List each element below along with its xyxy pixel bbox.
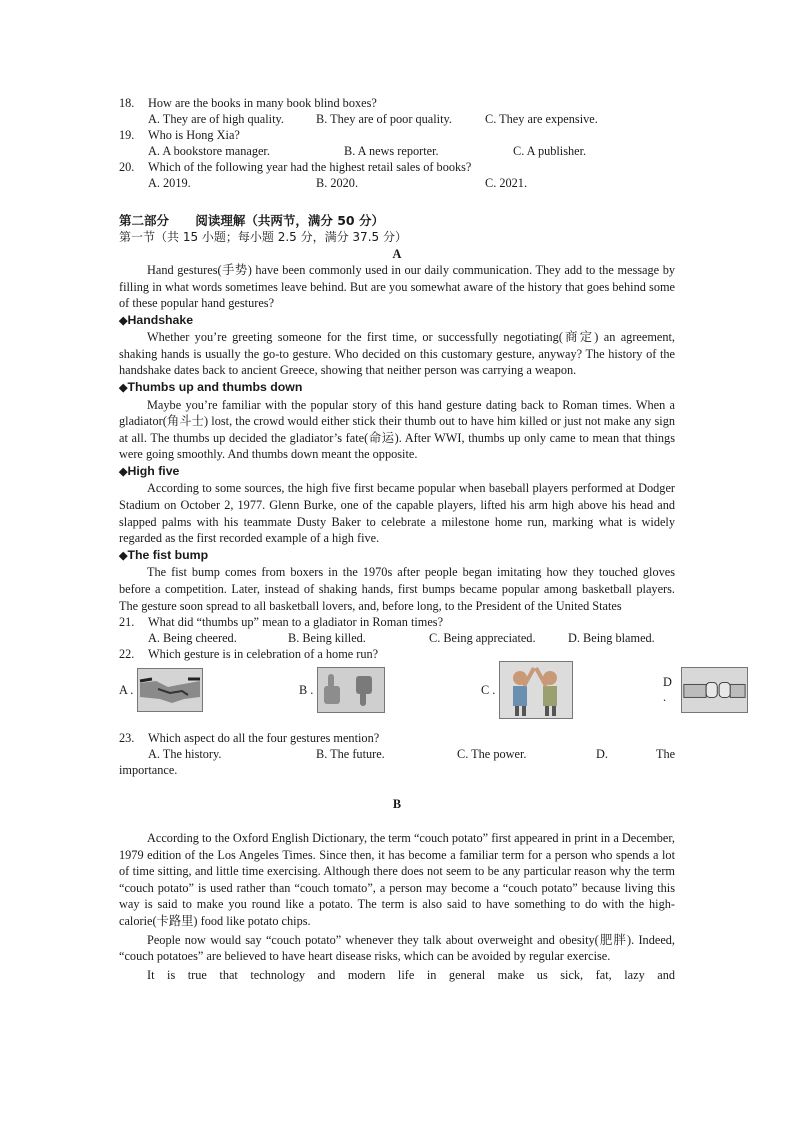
question-number: 18. bbox=[119, 96, 135, 110]
option-label: D . bbox=[663, 675, 672, 705]
subheading-fist-bump bbox=[119, 547, 675, 565]
question-number: 21. bbox=[119, 615, 135, 630]
options-23 bbox=[119, 746, 675, 762]
option-b[interactable]: B. They are of poor quality. bbox=[316, 112, 452, 126]
image-options-22 bbox=[119, 664, 675, 716]
option-d-continuation: importance. bbox=[119, 763, 178, 778]
subheading-high-five bbox=[119, 463, 675, 481]
options-19 bbox=[119, 143, 675, 159]
option-b[interactable] bbox=[299, 667, 385, 713]
question-text: What did “thumbs up” mean to a gladiator in Roman times? bbox=[148, 615, 444, 630]
subheading-text: High five bbox=[127, 463, 180, 478]
question-19 bbox=[119, 127, 675, 143]
option-label: B . bbox=[299, 682, 314, 697]
subheading-text: The fist bump bbox=[127, 547, 209, 562]
subheading-handshake bbox=[119, 312, 675, 330]
high-five-icon bbox=[499, 661, 573, 719]
question-text: Who is Hong Xia? bbox=[148, 128, 240, 142]
option-a[interactable]: A. A bookstore manager. bbox=[148, 144, 270, 158]
paragraph-thumbs: Maybe you’re familiar with the popular story of this hand gesture dating back to Roman times. When a gladiator(角斗士) lost, the crowd would either stick their thumb out to have him killed or just not make any sign at all. The thumbs up decided the gladiator’s fate(命运). After WWI, thumbs up only came to mean that things were going smoothly. And thumbs down meant the opposite. bbox=[119, 397, 675, 462]
question-number: 19. bbox=[119, 128, 135, 142]
exam-page bbox=[119, 95, 675, 983]
part-subtitle: 阅读理解（共两节，满分 50 分） bbox=[195, 213, 384, 228]
option-label: A . bbox=[119, 682, 134, 697]
subheading-text: Handshake bbox=[127, 312, 194, 327]
question-18 bbox=[119, 95, 675, 111]
passage-letter-a: A bbox=[392, 247, 402, 261]
passage-b-paragraph-2: People now would say “couch potato” whenever they talk about overweight and obesity(肥胖). Indeed, “couch potatoes” are believed to have heart disease risks, which can be avoided by regular exercise. bbox=[119, 932, 675, 964]
option-a[interactable]: A. They are of high quality. bbox=[148, 112, 284, 126]
paragraph-handshake: Whether you’re greeting someone for the first time, or successfully negotiating(商定) an agreement, shaking hands is usually the go-to gesture. Who decided on this customary gesture, anyway? The history of the handshake dates back to ancient Greece, showing that neither person was carrying a weapon. bbox=[119, 330, 675, 378]
option-a[interactable]: A. 2019. bbox=[148, 176, 191, 190]
option-b[interactable]: B. The future. bbox=[316, 747, 385, 762]
passage-b-paragraph-1: According to the Oxford English Dictionary, the term “couch potato” first appeared in print in a December, 1979 edition of the Los Angeles Times. Since then, it has become a familiar term for a person who spends a lot of time sitting, and little time exercising. Although there does not seem to be any particular reason why the term “couch potato” is used rather than “couch tomato”, a person may become a “couch potato” because living this way is said to make you round like a potato. The term is also said to have something to do with the high-calorie(卡路里) food like potato chips. bbox=[119, 831, 675, 929]
fist-bump-icon bbox=[681, 667, 748, 713]
option-a[interactable]: A. Being cheered. bbox=[148, 631, 237, 646]
question-text: Which aspect do all the four gestures mention? bbox=[148, 731, 380, 746]
option-d-text: The bbox=[656, 747, 676, 762]
part-title: 第二部分 bbox=[119, 213, 170, 228]
subheading-text: Thumbs up and thumbs down bbox=[127, 380, 303, 395]
question-number: 22. bbox=[119, 647, 135, 662]
options-18 bbox=[119, 111, 675, 127]
paragraph-fist-bump: The fist bump comes from boxers in the 1970s after people began imitating how they touched gloves before a competition. Later, instead of shaking hands, first bumps became popular among basketball players. The gesture soon spread to all basketball lovers, and, before long, to the President of the United States bbox=[119, 565, 675, 613]
option-c[interactable]: C. Being appreciated. bbox=[429, 631, 536, 646]
option-d[interactable]: D. Being blamed. bbox=[568, 631, 655, 646]
option-c[interactable]: C. 2021. bbox=[485, 176, 528, 190]
question-number: 23. bbox=[119, 731, 135, 746]
option-c[interactable] bbox=[481, 661, 573, 719]
option-b[interactable]: B. Being killed. bbox=[288, 631, 366, 646]
question-23 bbox=[119, 730, 675, 746]
subheading-thumbs bbox=[119, 379, 675, 397]
passage-letter-b: B bbox=[392, 797, 402, 812]
question-22 bbox=[119, 646, 675, 662]
question-20 bbox=[119, 159, 675, 175]
question-number: 20. bbox=[119, 160, 135, 174]
option-a[interactable] bbox=[119, 668, 203, 712]
thumbs-up-down-icon bbox=[317, 667, 385, 713]
diamond-icon: ◆ bbox=[119, 549, 128, 562]
handshake-icon bbox=[137, 668, 203, 712]
section-heading: 第一节（共 15 小题；每小题 2.5 分，满分 37.5 分） bbox=[119, 230, 407, 244]
diamond-icon: ◆ bbox=[119, 314, 128, 327]
option-d[interactable]: D. bbox=[596, 747, 608, 762]
part-heading bbox=[119, 213, 675, 229]
option-d[interactable] bbox=[663, 667, 748, 713]
question-text: How are the books in many book blind boxes? bbox=[148, 96, 377, 110]
options-21 bbox=[119, 630, 675, 646]
paragraph-high-five: According to some sources, the high five first became popular when baseball players performed at Dodger Stadium on October 2, 1977. Glenn Burke, one of the capable players, lifted his arm high above his head and slapped palms with his teammate Dusty Baker to celebrate a milestone home run, marking what is widely regarded as the first recorded example of a high five. bbox=[119, 481, 675, 546]
option-label: C . bbox=[481, 682, 496, 697]
options-20 bbox=[119, 175, 675, 191]
question-text: Which gesture is in celebration of a home run? bbox=[148, 647, 379, 662]
option-a[interactable]: A. The history. bbox=[148, 747, 222, 762]
passage-a-intro: Hand gestures(手势) have been commonly used in our daily communication. They add to the message by filling in what words sometimes leave behind. But are you somewhat aware of the history that goes behind some of these popular hand gestures? bbox=[119, 263, 675, 311]
passage-b-paragraph-3: It is true that technology and modern life in general make us sick, fat, lazy and bbox=[147, 967, 675, 982]
question-text: Which of the following year had the highest retail sales of books? bbox=[148, 160, 472, 174]
question-21 bbox=[119, 614, 675, 630]
option-c[interactable]: C. The power. bbox=[457, 747, 527, 762]
diamond-icon: ◆ bbox=[119, 465, 128, 478]
option-b[interactable]: B. A news reporter. bbox=[344, 144, 439, 158]
option-c[interactable]: C. They are expensive. bbox=[485, 112, 598, 126]
option-b[interactable]: B. 2020. bbox=[316, 176, 359, 190]
diamond-icon: ◆ bbox=[119, 382, 128, 395]
option-c[interactable]: C. A publisher. bbox=[513, 144, 587, 158]
